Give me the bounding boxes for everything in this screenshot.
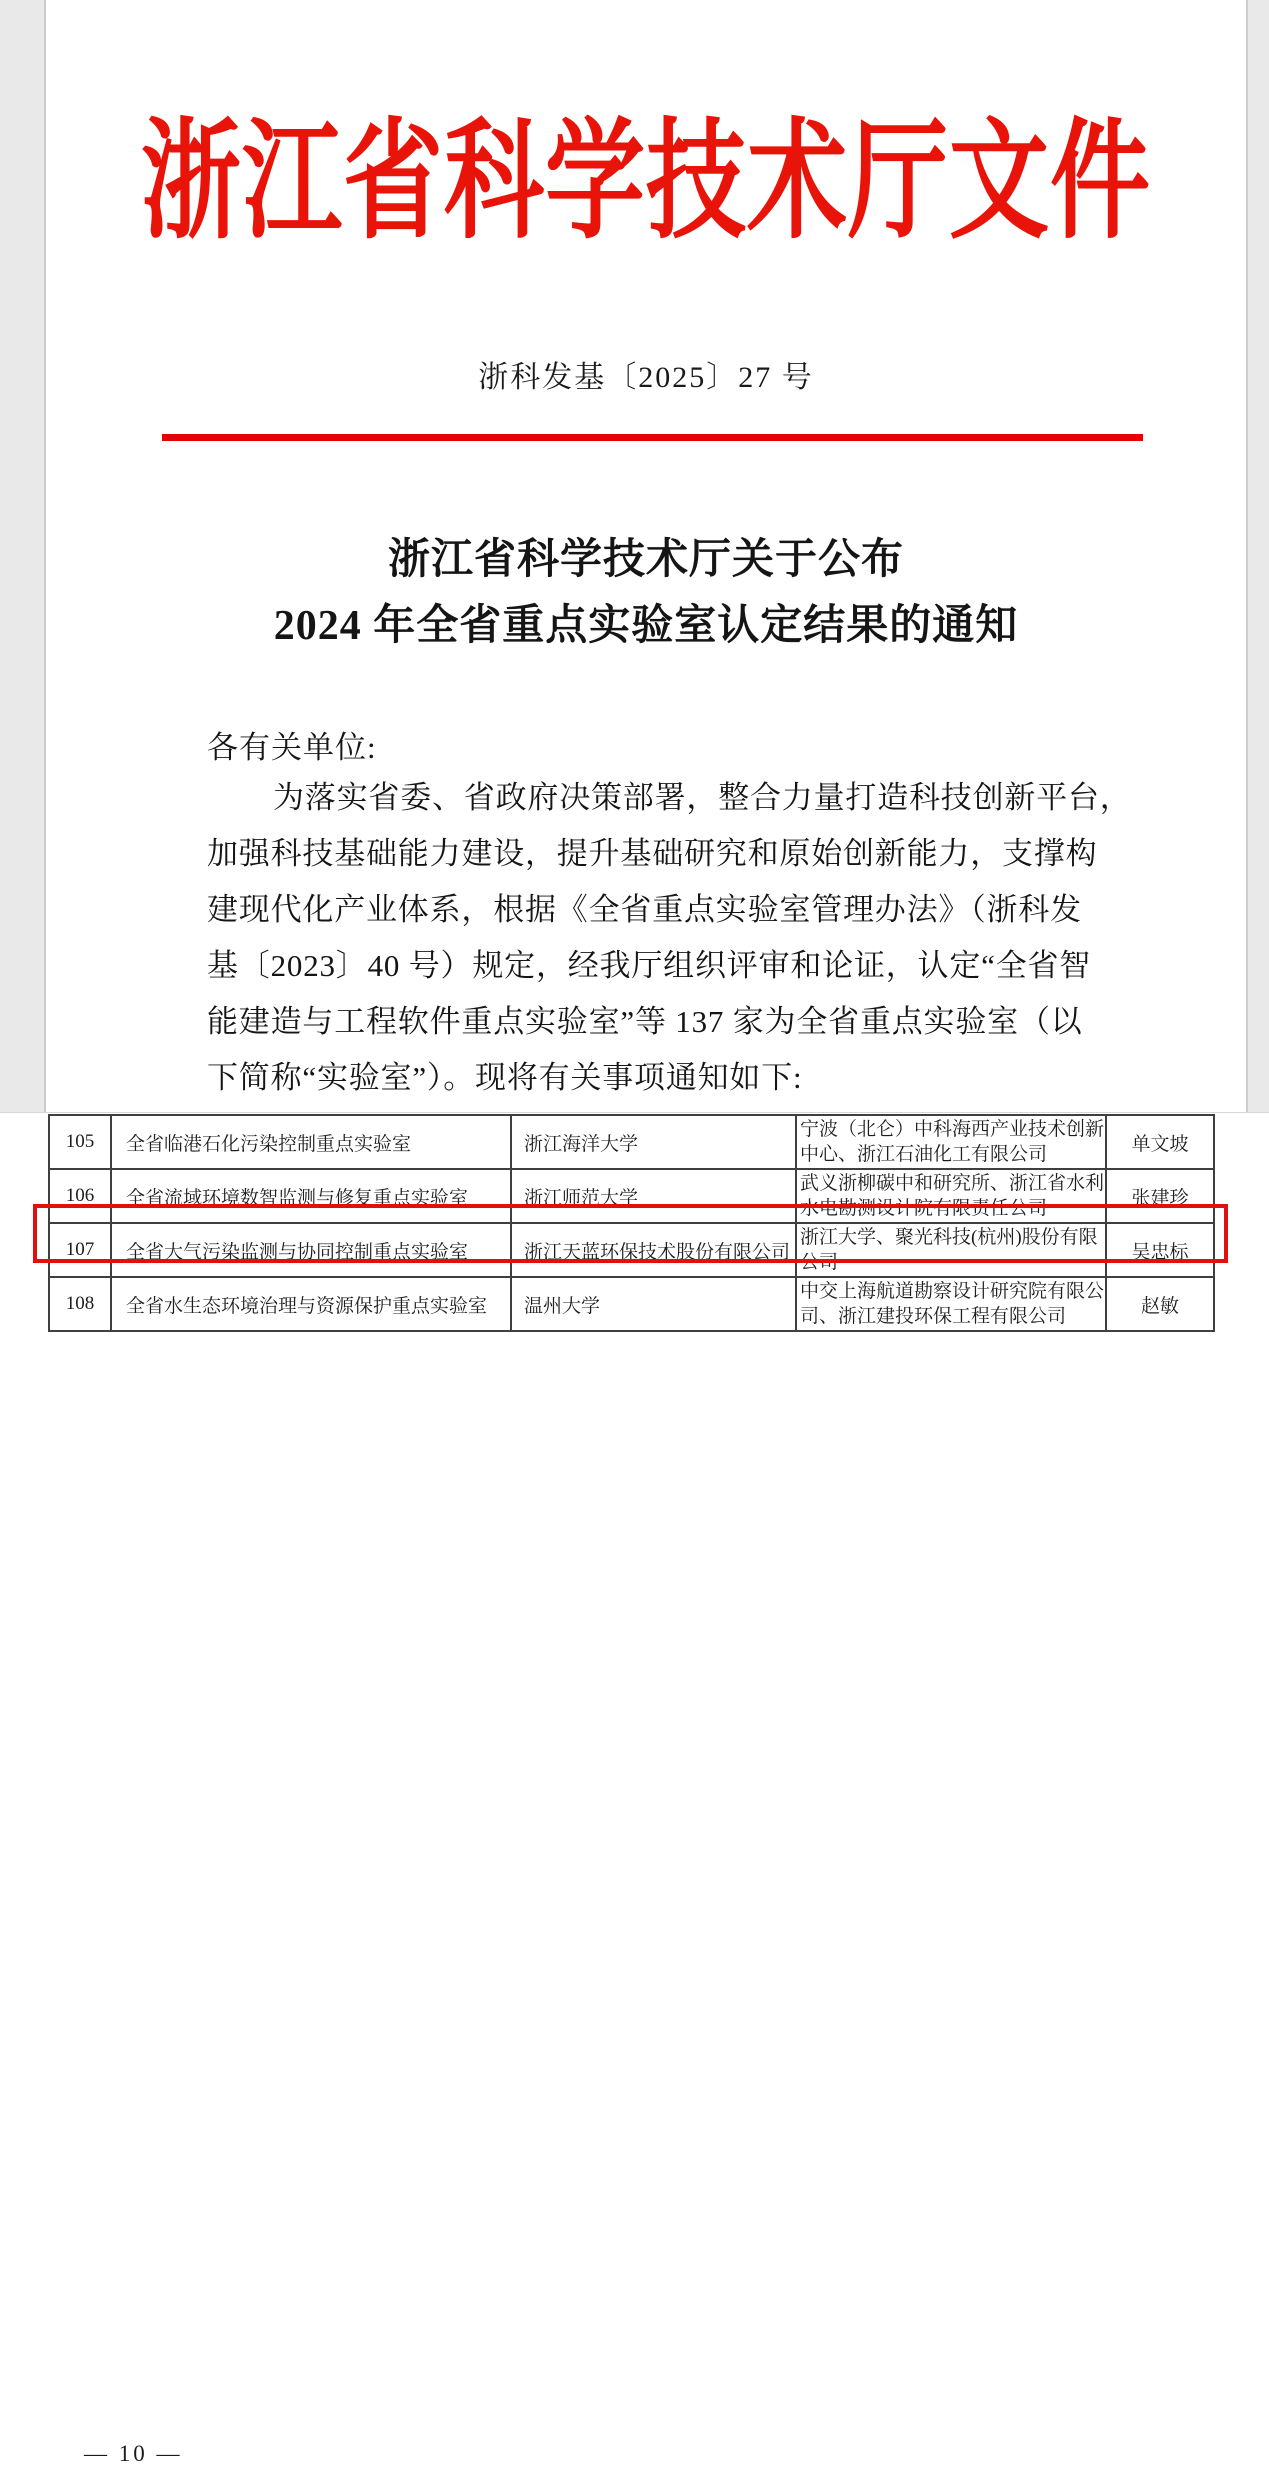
table-row xyxy=(50,1278,1213,1330)
results-table xyxy=(48,1114,1215,1332)
cell-partners: 宁波（北仑）中科海西产业技术创新中心、浙江石油化工有限公司 xyxy=(797,1116,1107,1168)
notice-title-line1: 浙江省科学技术厅关于公布 xyxy=(387,537,904,583)
notice-title-line2: 2024 年全省重点实验室认定结果的通知 xyxy=(273,603,1019,649)
document-page xyxy=(44,0,1248,1112)
body-line: 为落实省委、省政府决策部署，整合力量打造科技创新平台， xyxy=(273,780,1132,815)
cell-director: 赵敏 xyxy=(1140,1295,1179,1317)
body-line: 基〔2023〕40 号）规定，经我厅组织评审和论证，认定“全省智 xyxy=(207,948,1092,983)
cell-partners: 中交上海航道勘察设计研究院有限公司、浙江建投环保工程有限公司 xyxy=(797,1278,1107,1330)
notice-title xyxy=(46,527,1246,659)
cell-partners: 浙江大学、聚光科技(杭州)股份有限公司 xyxy=(797,1224,1107,1276)
cell-director: 张建珍 xyxy=(1131,1187,1189,1209)
body-line: 下简称“实验室”）。现将有关事项通知如下: xyxy=(207,1060,803,1095)
table-row xyxy=(50,1170,1213,1224)
cell-institution: 温州大学 xyxy=(512,1278,797,1330)
cell-institution: 浙江海洋大学 xyxy=(512,1116,797,1168)
cell-no: 108 xyxy=(50,1278,112,1330)
body-line: 加强科技基础能力建设，提升基础研究和原始创新能力，支撑构 xyxy=(207,836,1098,871)
body-line: 建现代化产业体系，根据《全省重点实验室管理办法》（浙科发 xyxy=(207,892,1082,927)
body-paragraph xyxy=(207,770,1157,1106)
table-row xyxy=(50,1116,1213,1170)
table-row xyxy=(50,1224,1213,1278)
cell-no: 106 xyxy=(50,1170,112,1222)
cell-director: 吴忠标 xyxy=(1131,1241,1189,1263)
letterhead-title: 浙江省科学技术厅文件 xyxy=(141,110,1151,255)
cell-lab: 全省流域环境数智监测与修复重点实验室 xyxy=(112,1170,512,1222)
cell-lab: 全省临港石化污染控制重点实验室 xyxy=(112,1116,512,1168)
letterhead-separator-line xyxy=(162,434,1143,441)
cell-no: 107 xyxy=(50,1224,112,1276)
salutation: 各有关单位: xyxy=(207,730,377,765)
cell-lab: 全省水生态环境治理与资源保护重点实验室 xyxy=(112,1278,512,1330)
cell-no: 105 xyxy=(50,1116,112,1168)
cell-lab: 全省大气污染监测与协同控制重点实验室 xyxy=(112,1224,512,1276)
body-line: 能建造与工程软件重点实验室”等 137 家为全省重点实验室（以 xyxy=(207,1004,1083,1039)
cell-institution: 浙江天蓝环保技术股份有限公司 xyxy=(512,1224,797,1276)
cell-institution: 浙江师范大学 xyxy=(512,1170,797,1222)
cell-director: 单文坡 xyxy=(1131,1133,1189,1155)
document-page-background xyxy=(0,0,1269,1112)
page-number: — 10 — xyxy=(84,2441,183,2466)
document-number: 浙科发基〔2025〕27 号 xyxy=(478,361,814,394)
cell-partners: 武义浙柳碳中和研究所、浙江省水利水电勘测设计院有限责任公司 xyxy=(797,1170,1107,1222)
table-strip xyxy=(0,1112,1269,2466)
